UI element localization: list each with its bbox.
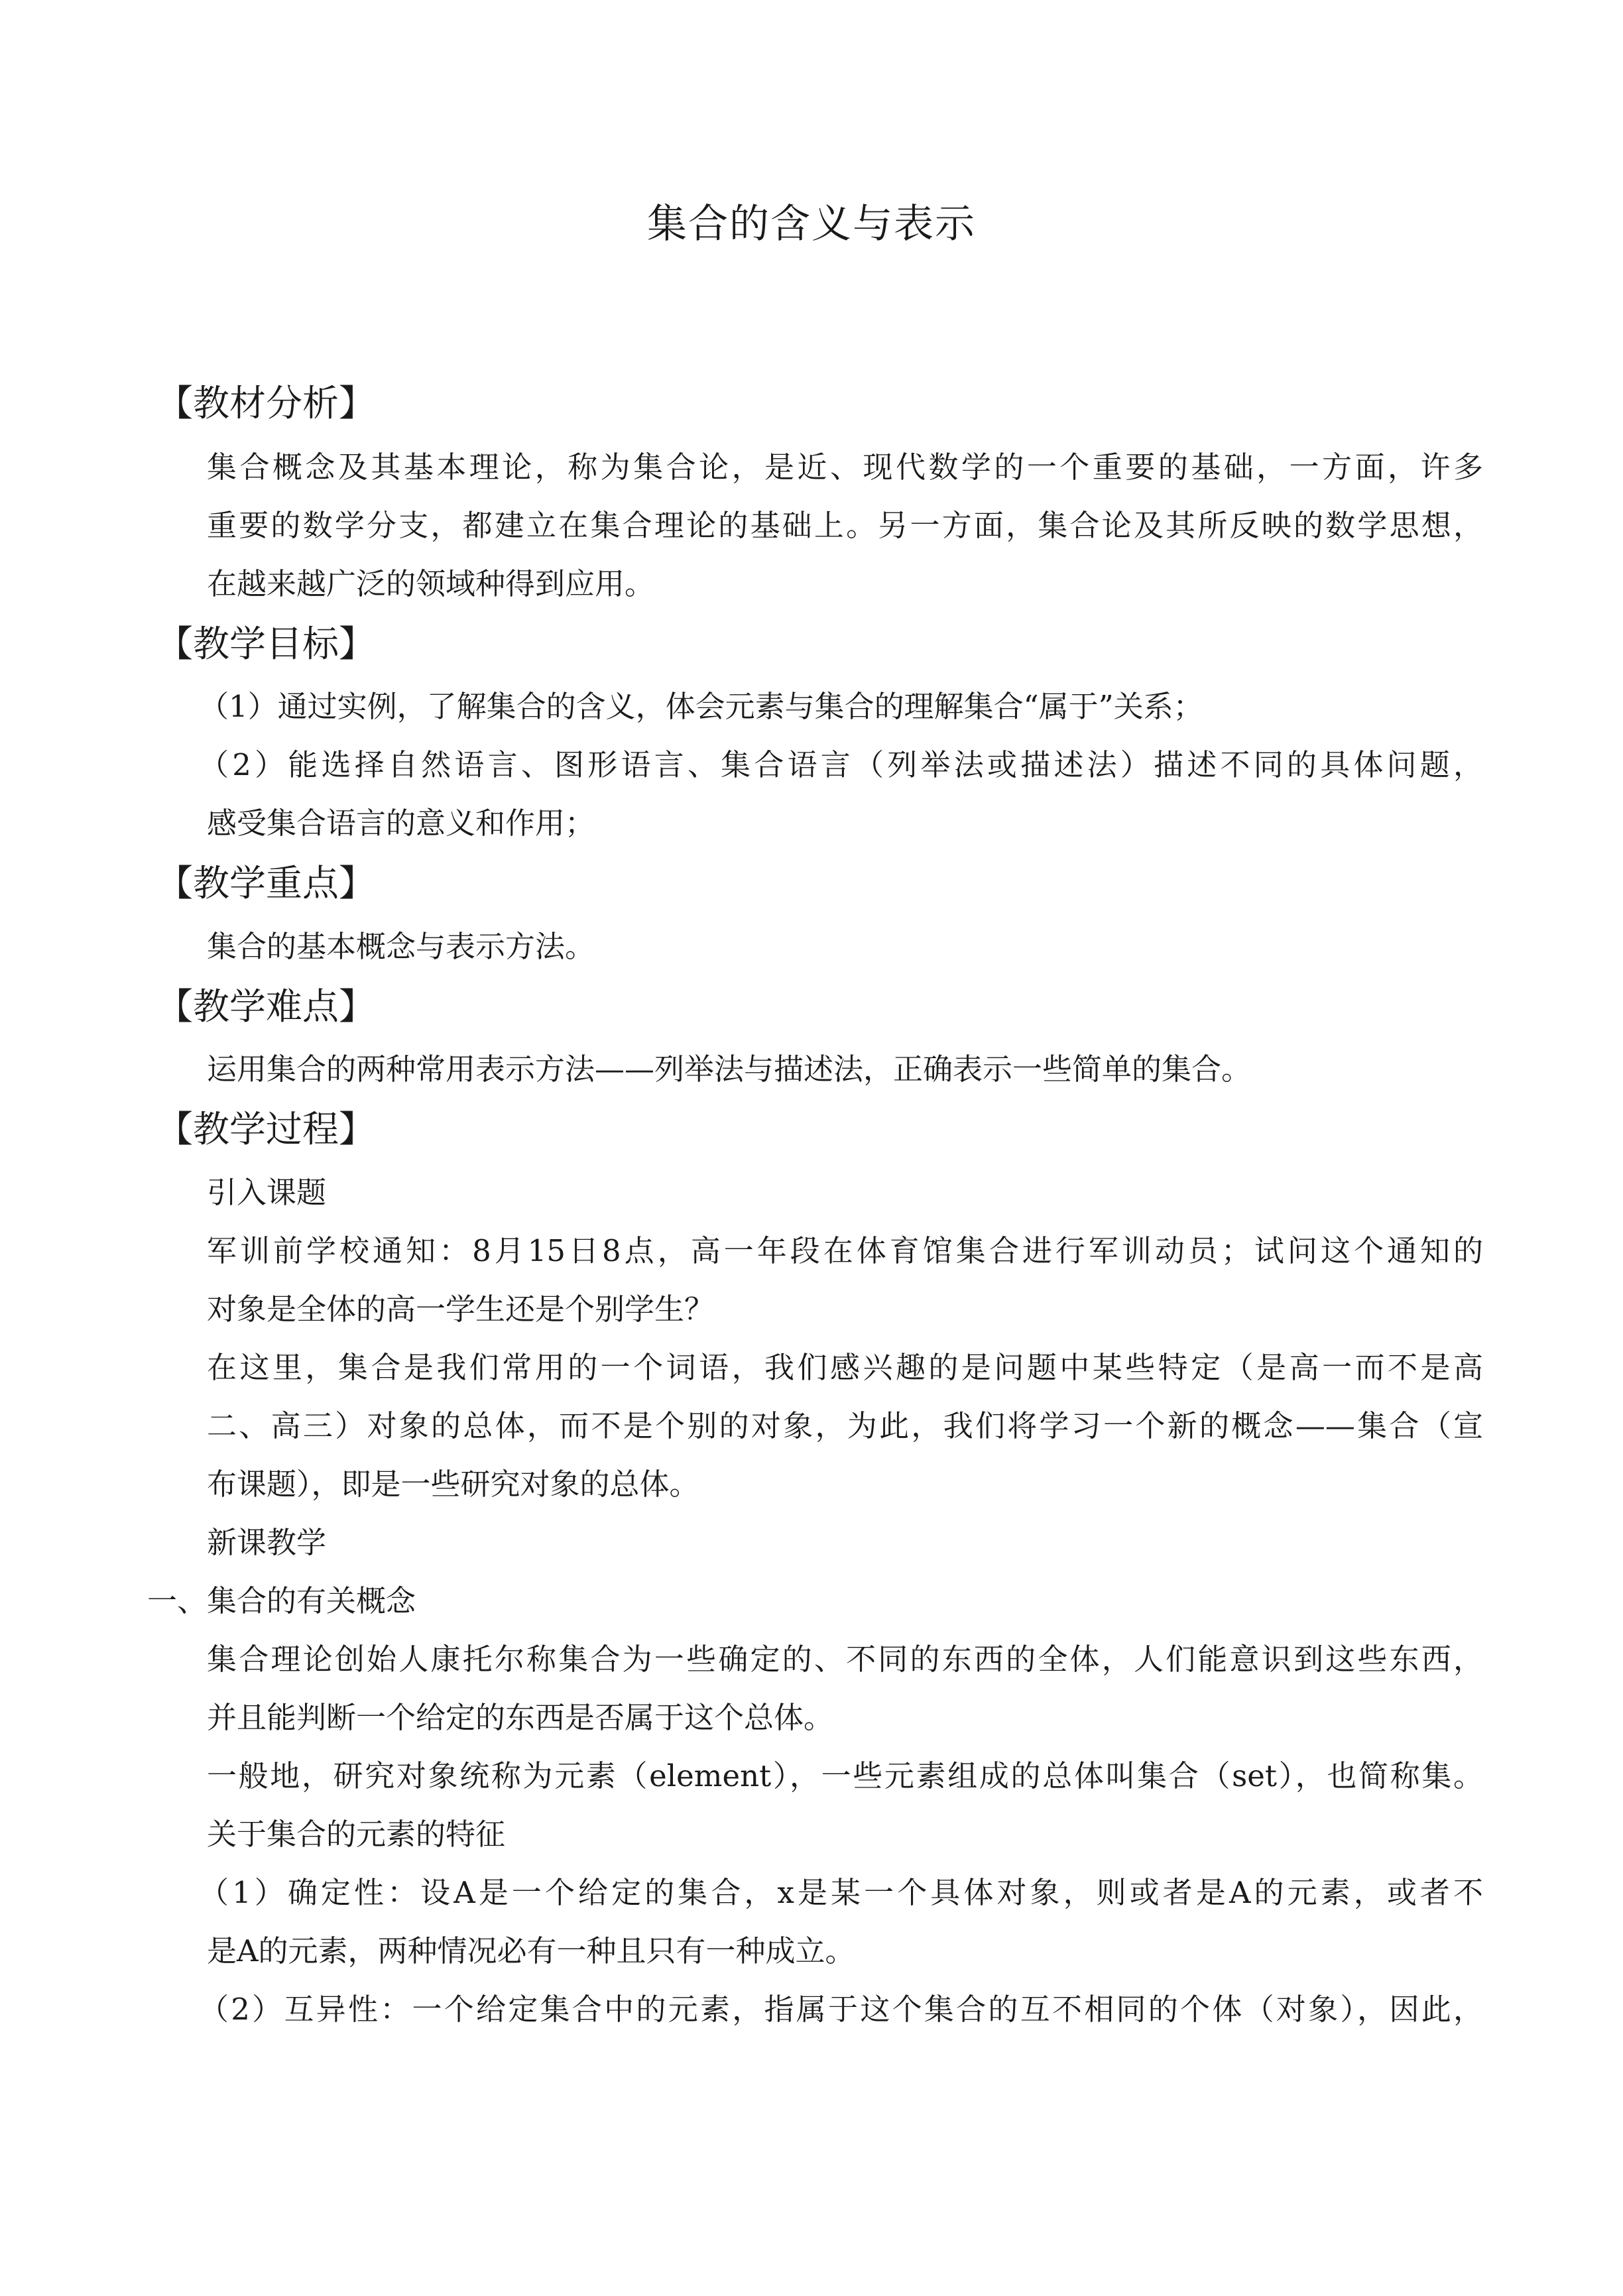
goal-item: （2）能选择自然语言、图形语言、集合语言（列举法或描述法）描述不同的具体问题， (199, 747, 1483, 782)
paragraph-line: 关于集合的元素的特征 (207, 1817, 506, 1852)
subheading-concepts: 一、集合的有关概念 (147, 1583, 416, 1618)
paragraph-line: 集合的基本概念与表示方法。 (207, 929, 595, 964)
paragraph-line: 一般地，研究对象统称为元素（element），一些元素组成的总体叫集合（set），也简称集。 (207, 1758, 1483, 1793)
feature-item-continued: 是A的元素，两种情况必有一种且只有一种成立。 (207, 1933, 855, 1968)
page-title: 集合的含义与表示 (647, 201, 976, 247)
section-heading-analysis: 【教材分析】 (156, 382, 376, 424)
subheading-intro: 引入课题 (207, 1175, 327, 1210)
section-heading-goals: 【教学目标】 (156, 623, 376, 665)
section-heading-process: 【教学过程】 (156, 1108, 376, 1150)
section-heading-key-points: 【教学重点】 (156, 862, 376, 904)
paragraph-line: 重要的数学分支，都建立在集合理论的基础上。另一方面，集合论及其所反映的数学思想， (207, 508, 1483, 543)
paragraph-line: 军训前学校通知：8月15日8点，高一年段在体育馆集合进行军训动员；试问这个通知的 (207, 1233, 1483, 1268)
paragraph-line: 并且能判断一个给定的东西是否属于这个总体。 (207, 1700, 834, 1735)
paragraph-line: 运用集合的两种常用表示方法——列举法与描述法，正确表示一些简单的集合。 (207, 1052, 1252, 1087)
goal-item: （1）通过实例，了解集合的含义，体会元素与集合的理解集合“属于”关系； (199, 689, 1203, 724)
feature-item: （1）确定性：设A是一个给定的集合，x是某一个具体对象，则或者是A的元素，或者不 (199, 1875, 1483, 1910)
paragraph-line: 二、高三）对象的总体，而不是个别的对象，为此，我们将学习一个新的概念——集合（宣 (207, 1408, 1483, 1443)
subheading-new-lesson: 新课教学 (207, 1525, 327, 1560)
paragraph-line: 在越来越广泛的领域种得到应用。 (207, 566, 655, 601)
paragraph-line: 在这里，集合是我们常用的一个词语，我们感兴趣的是问题中某些特定（是高一而不是高 (207, 1350, 1483, 1385)
paragraph-line: 集合理论创始人康托尔称集合为一些确定的、不同的东西的全体，人们能意识到这些东西， (207, 1642, 1483, 1677)
feature-item: （2）互异性：一个给定集合中的元素，指属于这个集合的互不相同的个体（对象），因此， (199, 1992, 1483, 2027)
paragraph-line: 集合概念及其基本理论，称为集合论，是近、现代数学的一个重要的基础，一方面，许多 (207, 450, 1483, 485)
goal-item-continued: 感受集合语言的意义和作用； (207, 806, 595, 841)
paragraph-line: 对象是全体的高一学生还是个别学生？ (207, 1292, 715, 1327)
section-heading-difficulties: 【教学难点】 (156, 985, 376, 1028)
paragraph-line: 布课题），即是一些研究对象的总体。 (207, 1467, 699, 1502)
